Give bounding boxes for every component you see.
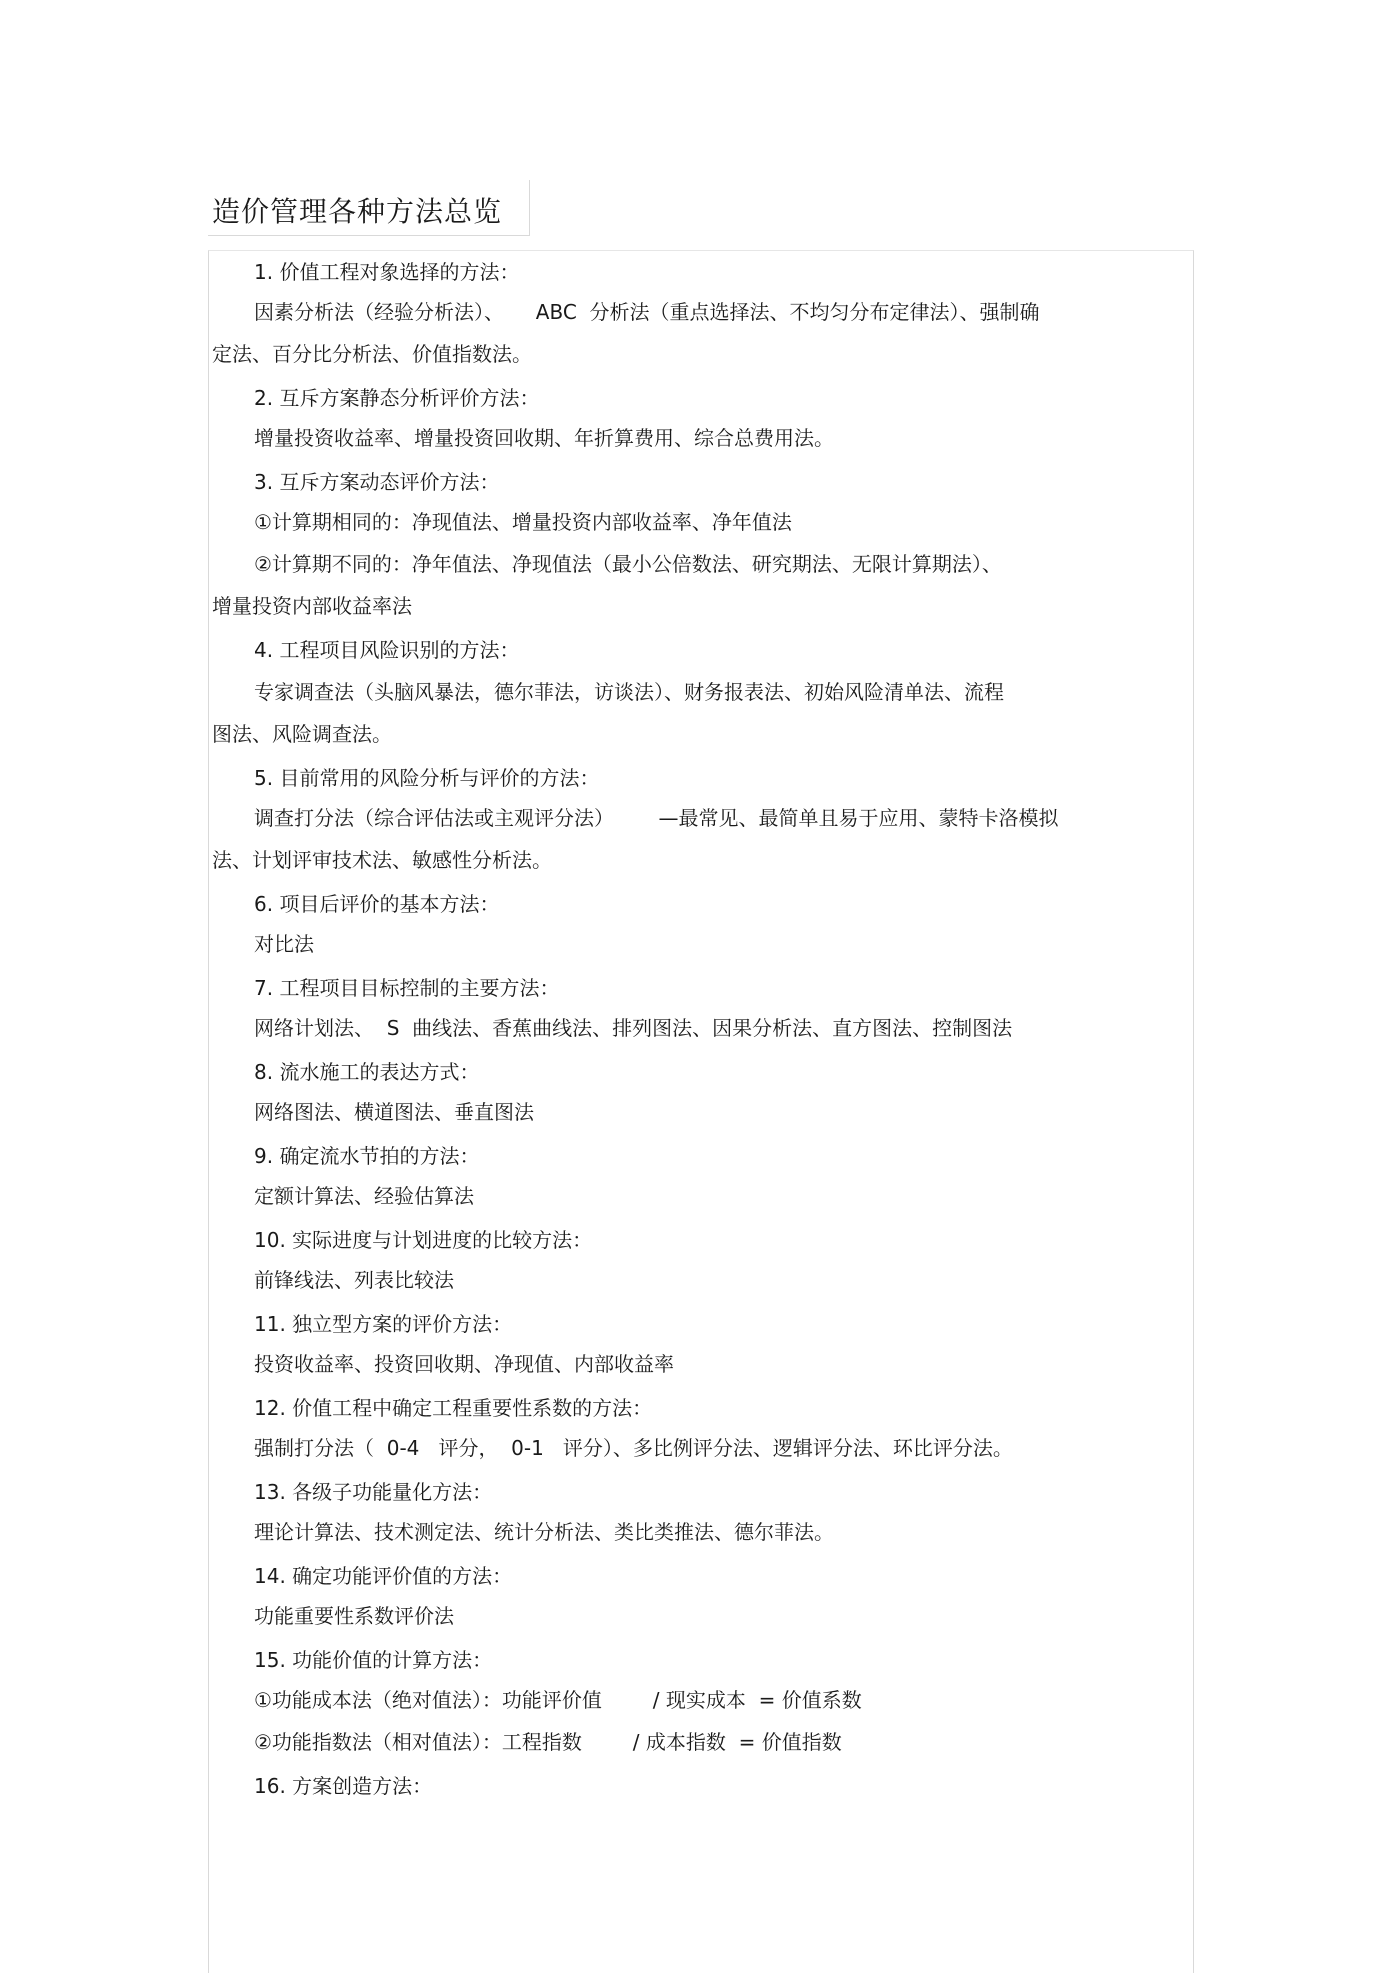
heading-16: 16. 方案创造方法： bbox=[254, 1774, 433, 1798]
heading-4: 4. 工程项目风险识别的方法： bbox=[254, 638, 520, 662]
heading-5: 5. 目前常用的风险分析与评价的方法： bbox=[254, 766, 600, 790]
heading-2: 2. 互斥方案静态分析评价方法： bbox=[254, 386, 540, 410]
body-line: ①计算期相同的：净现值法、增量投资内部收益率、净年值法 bbox=[254, 510, 792, 534]
document-title: 造价管理各种方法总览 bbox=[212, 195, 503, 228]
heading-6: 6. 项目后评价的基本方法： bbox=[254, 892, 500, 916]
heading-11: 11. 独立型方案的评价方法： bbox=[254, 1312, 513, 1336]
body-line: 定法、百分比分析法、价值指数法。 bbox=[212, 342, 532, 366]
heading-14: 14. 确定功能评价值的方法： bbox=[254, 1564, 513, 1588]
body-line: ②计算期不同的：净年值法、净现值法（最小公倍数法、研究期法、无限计算期法）、 bbox=[254, 552, 1002, 576]
body-line: 功能重要性系数评价法 bbox=[254, 1604, 454, 1628]
heading-8: 8. 流水施工的表达方式： bbox=[254, 1060, 480, 1084]
body-line: 对比法 bbox=[254, 932, 314, 956]
heading-13: 13. 各级子功能量化方法： bbox=[254, 1480, 493, 1504]
heading-12: 12. 价值工程中确定工程重要性系数的方法： bbox=[254, 1396, 653, 1420]
body-line: ①功能成本法（绝对值法）：功能评价值 / 现实成本 = 价值系数 bbox=[254, 1688, 862, 1712]
heading-15: 15. 功能价值的计算方法： bbox=[254, 1648, 493, 1672]
body-line: 前锋线法、列表比较法 bbox=[254, 1268, 454, 1292]
body-line: 图法、风险调查法。 bbox=[212, 722, 392, 746]
heading-3: 3. 互斥方案动态评价方法： bbox=[254, 470, 500, 494]
body-line: 因素分析法（经验分析法）、 ABC 分析法（重点选择法、不均匀分布定律法）、强制确 bbox=[254, 300, 1040, 324]
body-line: 强制打分法（ 0-4 评分， 0-1 评分）、多比例评分法、逻辑评分法、环比评分法。 bbox=[254, 1436, 1013, 1460]
body-line: 定额计算法、经验估算法 bbox=[254, 1184, 474, 1208]
body-line: 网络图法、横道图法、垂直图法 bbox=[254, 1100, 534, 1124]
body-line: 调查打分法（综合评估法或主观评分法） —最常见、最简单且易于应用、蒙特卡洛模拟 bbox=[254, 806, 1059, 830]
body-line: 专家调查法（头脑风暴法，德尔菲法，访谈法）、财务报表法、初始风险清单法、流程 bbox=[254, 680, 1004, 704]
body-line: 增量投资收益率、增量投资回收期、年折算费用、综合总费用法。 bbox=[254, 426, 834, 450]
body-line: 投资收益率、投资回收期、净现值、内部收益率 bbox=[254, 1352, 674, 1376]
body-line: ②功能指数法（相对值法）：工程指数 / 成本指数 = 价值指数 bbox=[254, 1730, 842, 1754]
body-line: 理论计算法、技术测定法、统计分析法、类比类推法、德尔菲法。 bbox=[254, 1520, 834, 1544]
heading-10: 10. 实际进度与计划进度的比较方法： bbox=[254, 1228, 593, 1252]
body-line: 法、计划评审技术法、敏感性分析法。 bbox=[212, 848, 552, 872]
heading-7: 7. 工程项目目标控制的主要方法： bbox=[254, 976, 560, 1000]
heading-1: 1. 价值工程对象选择的方法： bbox=[254, 260, 520, 284]
body-line: 网络计划法、 S 曲线法、香蕉曲线法、排列图法、因果分析法、直方图法、控制图法 bbox=[254, 1016, 1013, 1040]
body-line: 增量投资内部收益率法 bbox=[212, 594, 412, 618]
heading-9: 9. 确定流水节拍的方法： bbox=[254, 1144, 480, 1168]
